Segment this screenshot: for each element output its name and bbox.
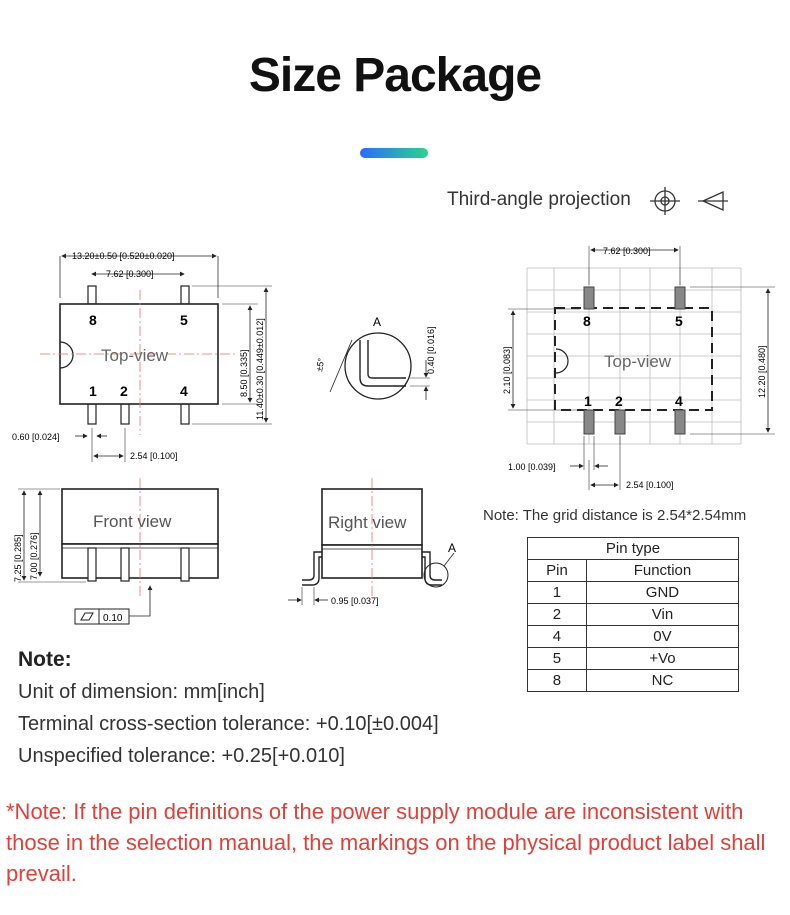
footprint-pitch-label: 2.54 [0.100] [626, 480, 674, 490]
footprint-inner-label: 2.10 [0.083] [502, 346, 512, 394]
top-view-drawing [12, 251, 272, 462]
pin-cell: 2 [528, 604, 587, 626]
function-cell: Vin [586, 604, 738, 626]
footprint-view-label: Top-view [604, 352, 672, 371]
front-view-drawing [13, 478, 218, 624]
dim-total-height-label: 11.40±0.30 [0.449±0.012] [255, 318, 265, 420]
warning-note: *Note: If the pin definitions of the power supply module are inconsistent with those in the selection manual, the markings on the physical product label shall prevail. [6, 799, 766, 886]
projection-label: Third-angle projection [447, 189, 631, 210]
pin-label: 8 [89, 312, 97, 328]
table-header-function: Function [586, 560, 738, 582]
footprint-pad-label: 1.00 [0.039] [508, 462, 556, 472]
table-row [528, 604, 739, 626]
pin-label: 2 [120, 383, 128, 399]
footprint-drawing [502, 246, 775, 490]
function-cell: NC [586, 670, 738, 692]
projection-symbol-icon [650, 187, 728, 215]
right-detail-label: A [448, 541, 457, 555]
top-view-label: Top-view [101, 346, 169, 365]
flatness-label: 0.10 [103, 613, 123, 624]
page-title: Size Package [248, 49, 542, 102]
pin-label: 5 [180, 312, 188, 328]
dim-width-label: 13.20±0.50 [0.520±0.020] [72, 251, 175, 261]
detail-dim-label: 0.40 [0.016] [426, 326, 436, 374]
dim-body-height-label: 8.50 [0.335] [239, 349, 249, 397]
right-view-drawing [288, 478, 456, 606]
note-line: Terminal cross-section tolerance: +0.10[±0.004] [18, 713, 439, 735]
detail-a-drawing [314, 315, 436, 400]
pin-label: 4 [180, 383, 188, 399]
table-header-pin: Pin [528, 560, 587, 582]
table-caption: Pin type [528, 538, 739, 560]
detail-label: A [373, 315, 382, 329]
note-line: Unit of dimension: mm[inch] [18, 681, 265, 703]
note-line: Unspecified tolerance: +0.25[+0.010] [18, 745, 345, 767]
front-view-label: Front view [93, 512, 172, 531]
pin-cell: 5 [528, 648, 587, 670]
right-view-label: Right view [328, 513, 407, 532]
dim-pin-width-label: 0.60 [0.024] [12, 432, 60, 442]
footprint-span-label: 7.62 [0.300] [603, 246, 651, 256]
front-total-label: 7.25 [0.285] [13, 534, 23, 582]
right-lead-label: 0.95 [0.037] [331, 596, 379, 606]
footprint-pin-label: 4 [675, 393, 683, 409]
notes-section [18, 648, 778, 768]
footprint-height-label: 12.20 [0.480] [757, 345, 767, 398]
table-row [528, 626, 739, 648]
table-row [528, 582, 739, 604]
footprint-pin-label: 1 [584, 393, 592, 409]
function-cell: 0V [586, 626, 738, 648]
grid-note: Note: The grid distance is 2.54*2.54mm [483, 507, 747, 524]
detail-angle-label: ±5° [314, 357, 327, 373]
dim-pin-span-label: 7.62 [0.300] [106, 269, 154, 279]
notes-heading: Note: [18, 648, 72, 671]
pin-cell: 8 [528, 670, 587, 692]
dim-pitch-label: 2.54 [0.100] [130, 451, 178, 461]
pin-cell: 4 [528, 626, 587, 648]
footprint-pin-label: 8 [583, 313, 591, 329]
function-cell: GND [586, 582, 738, 604]
pin-label: 1 [89, 383, 97, 399]
function-cell: +Vo [586, 648, 738, 670]
front-body-label: 7.00 [0.276] [29, 532, 39, 580]
footprint-pin-label: 5 [675, 313, 683, 329]
pin-cell: 1 [528, 582, 587, 604]
footprint-pin-label: 2 [615, 393, 623, 409]
